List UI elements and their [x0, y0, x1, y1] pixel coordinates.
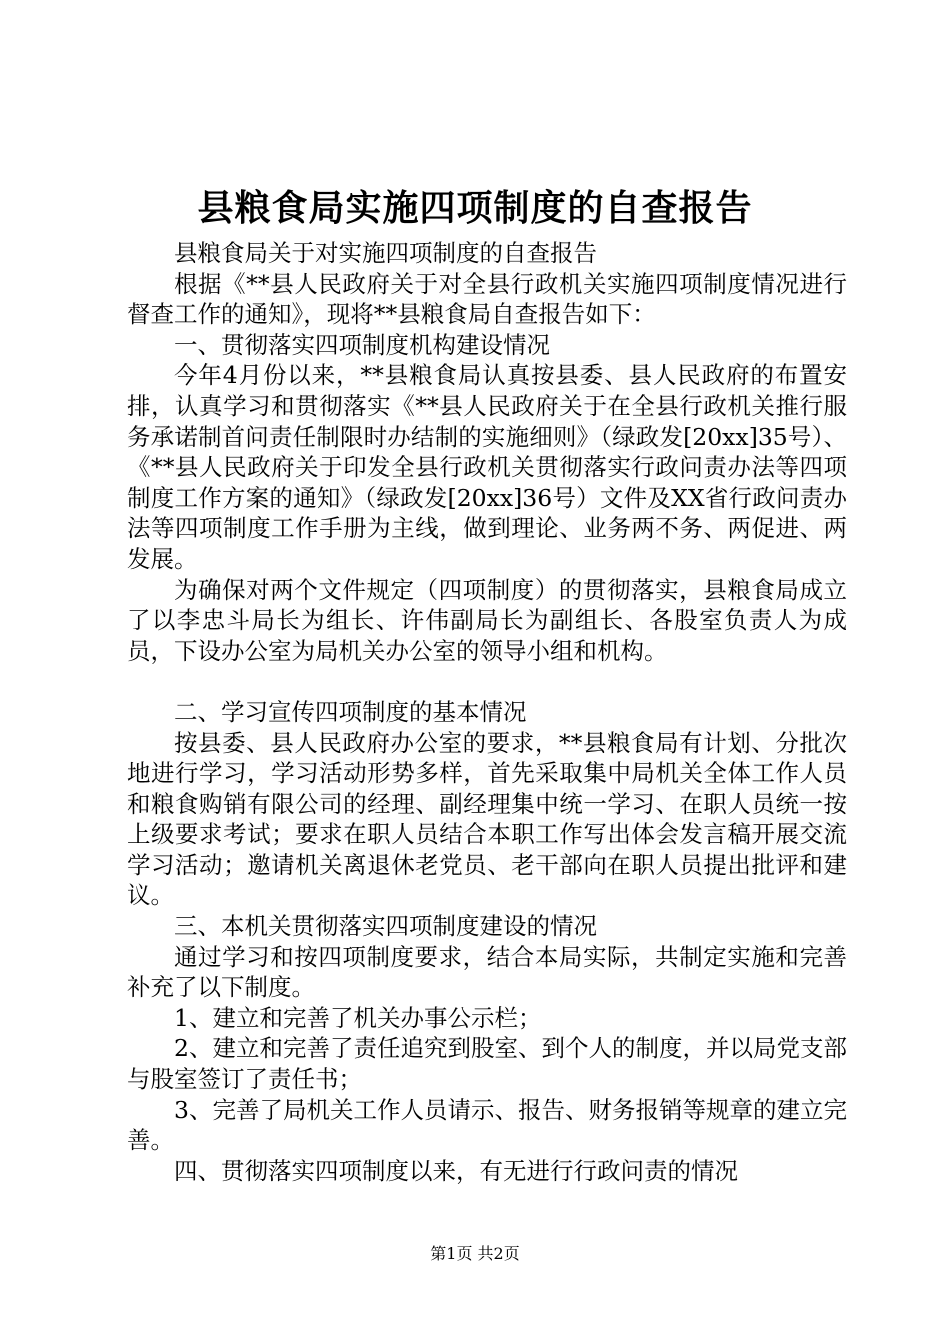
- page-footer: 第1页 共2页: [430, 1244, 520, 1263]
- document-body: [127, 238, 847, 1186]
- blank-line: [127, 666, 847, 697]
- section-heading-3: 三、本机关贯彻落实四项制度建设的情况: [174, 912, 597, 941]
- paragraph: 按县委、县人民政府办公室的要求，**县粮食局有计划、分批次地进行学习，学习活动形势多样，首先采取集中局机关全体工作人员和粮食购销有限公司的经理、副经理集中统一学习、在职人员统一按上级要求考试；要求在职人员结合本职工作写出体会发言稿开展交流学习活动；邀请机关离退休老党员、老干部向在职人员提出批评和建议。: [127, 728, 847, 910]
- paragraph: 为确保对两个文件规定（四项制度）的贯彻落实，县粮食局成立了以李忠斗局长为组长、许伟副局长为副组长、各股室负责人为成员，下设办公室为局机关办公室的领导小组和机构。: [127, 575, 847, 665]
- list-item: 1、建立和完善了机关办事公示栏；: [174, 1003, 542, 1032]
- section-heading-1: 一、贯彻落实四项制度机构建设情况: [174, 330, 550, 359]
- list-item: 3、完善了局机关工作人员请示、报告、财务报销等规章的建立完善。: [127, 1095, 847, 1155]
- section-heading-4: 四、贯彻落实四项制度以来，有无进行行政问责的情况: [174, 1156, 738, 1185]
- list-item: 2、建立和完善了责任追究到股室、到个人的制度，并以局党支部与股室签订了责任书；: [127, 1034, 847, 1094]
- paragraph-subtitle: 县粮食局关于对实施四项制度的自查报告: [174, 239, 597, 267]
- document-title: 县粮食局实施四项制度的自查报告: [197, 187, 753, 229]
- paragraph: 通过学习和按四项制度要求，结合本局实际，共制定实施和完善补充了以下制度。: [127, 942, 847, 1002]
- section-heading-2: 二、学习宣传四项制度的基本情况: [174, 697, 527, 726]
- paragraph-intro: 根据《**县人民政府关于对全县行政机关实施四项制度情况进行督查工作的通知》，现将**县粮食局自查报告如下：: [127, 269, 847, 329]
- paragraph: 今年4月份以来，**县粮食局认真按县委、县人民政府的布置安排，认真学习和贯彻落实《**县人民政府关于在全县行政机关推行服务承诺制首问责任制限时办结制的实施细则》（绿政发[20xx]35号）、《**县人民政府关于印发全县行政机关贯彻落实行政问责办法等四项制度工作方案的通知》（绿政发[20xx]36号）文件及XX省行政问责办法等四项制度工作手册为主线，做到理论、业务两不务、两促进、两发展。: [127, 361, 847, 573]
